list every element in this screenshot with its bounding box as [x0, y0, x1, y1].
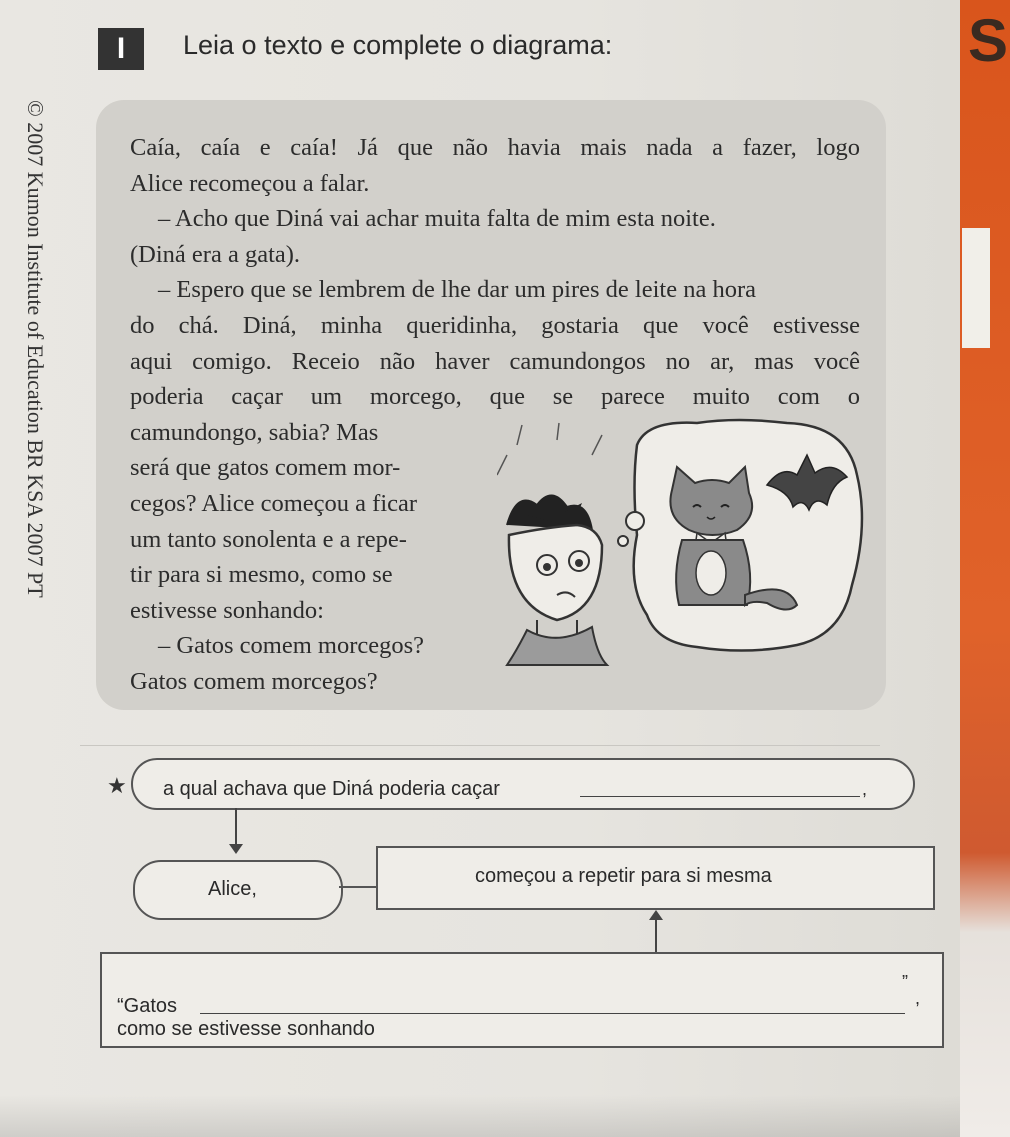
connector-line — [339, 886, 377, 888]
punctuation: , — [915, 988, 921, 1008]
arrow-up-icon — [655, 918, 657, 952]
story-line: – Acho que Diná vai achar muita falta de mim esta noite. — [158, 205, 716, 233]
answer-blank-top[interactable] — [580, 796, 860, 797]
punctuation: ” — [902, 972, 908, 992]
story-line: estivesse sonhando: — [130, 596, 324, 624]
page-shadow — [0, 1095, 960, 1137]
arrow-down-icon — [235, 808, 237, 848]
story-line: (Diná era a gata). — [130, 240, 301, 268]
page-tab — [962, 228, 990, 348]
story-line: poderia caçar um morcego, que se parece muito com o — [130, 383, 860, 411]
story-line: Gatos comem morcegos? — [130, 667, 378, 695]
story-line: cegos? Alice começou a ficar — [130, 489, 418, 517]
story-line: camundongo, sabia? Mas — [130, 418, 379, 446]
story-line: tir para si mesmo, como se — [130, 561, 393, 589]
next-page-edge — [960, 0, 1010, 1137]
side-letter: S — [968, 7, 1009, 74]
quote-start-text: “Gatos — [117, 995, 178, 1017]
star-icon: ★ — [107, 773, 127, 798]
alice-label: Alice, — [208, 878, 257, 900]
section-divider — [80, 745, 880, 746]
diagram-bottom-text: como se estivesse sonhando — [117, 1018, 375, 1040]
story-line: Alice recomeçou a falar. — [130, 169, 370, 197]
story-line: Caía, caía e caía! Já que não havia mais nada a fazer, logo — [130, 134, 860, 161]
instruction-text: Leia o texto e complete o diagrama: — [183, 30, 613, 60]
story-line: – Gatos comem morcegos? — [158, 632, 425, 660]
story-line: um tanto sonolenta e a repe- — [130, 525, 407, 553]
answer-blank-bottom[interactable] — [200, 1013, 905, 1014]
punctuation: , — [862, 779, 868, 799]
story-line: aqui comigo. Receio não haver camundongos no ar, mas você — [130, 347, 860, 375]
story-line: – Espero que se lembrem de lhe dar um pires de leite na hora — [158, 276, 756, 304]
story-line: do chá. Diná, minha queridinha, gostaria que você estivesse — [130, 311, 860, 339]
diagram-middle-text: começou a repetir para si mesma — [475, 865, 772, 887]
alice-dreaming-cat-bat-illustration — [497, 415, 872, 685]
copyright-credit: © 2007 Kumon Institute of Education BR KSA 2007 PT — [23, 100, 48, 598]
diagram-top-text: a qual achava que Diná poderia caçar — [163, 778, 500, 800]
exercise-number-badge: I — [98, 28, 144, 70]
story-line: será que gatos comem mor- — [130, 454, 401, 482]
